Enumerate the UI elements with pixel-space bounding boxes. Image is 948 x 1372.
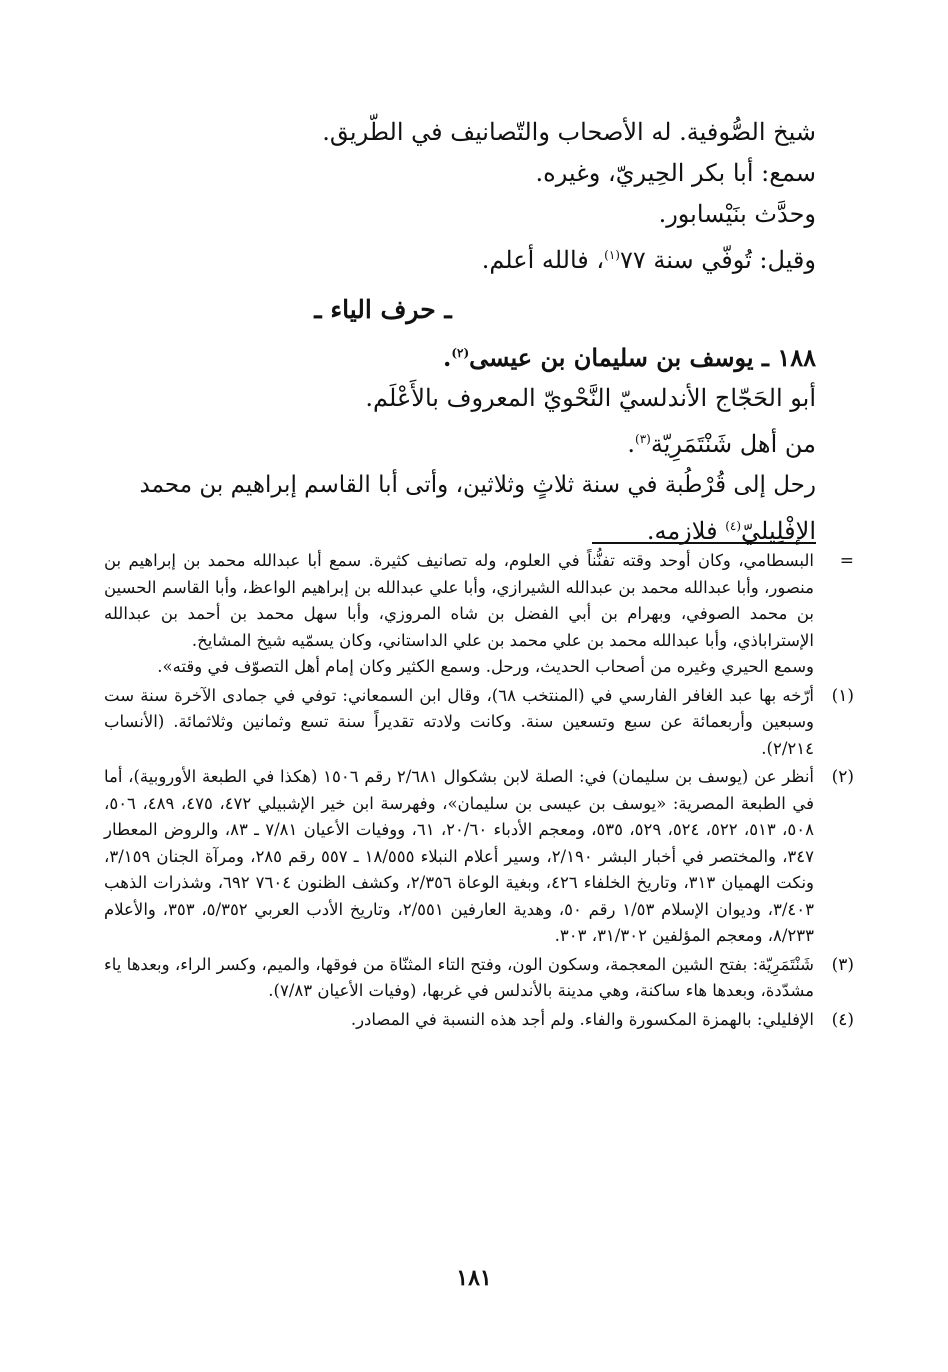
footnote-text: أرّخه بها عبد الغافر الفارسي في (المنتخب ٦٨)، وقال ابن السمعاني: توفي في جمادى الآخرة سنة ست وسبعين وأربعمائة عن سبع وتسعين سنة. وكانت ولادته تقديراً سنة تسع وثمانين وثلاثمائة. (الأنساب ٢/٢١٤).	[104, 685, 814, 758]
footnotes	[104, 548, 854, 1036]
main-line-2: سمع: أبا بكر الحِيريّ، وغيره.	[535, 159, 816, 187]
footnote-divider	[592, 542, 816, 544]
main-text	[100, 112, 816, 552]
entry-line-4	[100, 506, 816, 552]
main-line-4-tail: ، فالله أعلم.	[481, 246, 605, 274]
footnote-3	[104, 952, 854, 1005]
section-heading: ـ حرف الياء ـ	[314, 295, 452, 324]
footnote-mark: (١)	[831, 685, 854, 706]
footnote-ref-2: (٢)	[451, 346, 470, 360]
entry-heading	[100, 333, 816, 378]
footnote-text: شَنْتَمَرِيّة: بفتح الشين المعجمة، وسكون الون، وفتح التاء المثنّاة من فوقها، والميم، وكسر الراء، وبعدها ياء مشدّدة، وبعدها هاء ساكنة، وهي مدينة بالأندلس في غربها، (وفيات الأعيان ٧/٨٣).	[104, 954, 814, 1000]
footnote-2	[104, 764, 854, 950]
footnote-ref-1: (١)	[604, 248, 620, 262]
main-line-1: شيخ الصُّوفية. له الأصحاب والتّصانيف في الطّريق.	[322, 118, 816, 146]
footnote-continuation	[104, 548, 854, 681]
entry-line-2-tail: .	[627, 430, 636, 458]
footnote-ref-4: (٤)	[725, 519, 742, 533]
main-line-4	[100, 235, 816, 281]
footnote-4	[104, 1007, 854, 1034]
footnote-mark: (٤)	[831, 1009, 854, 1030]
footnote-ref-3: (٣)	[635, 432, 651, 446]
footnote-paragraph: البسطامي، وكان أوحد وقته تفنُّناً في العلوم، وله تصانيف كثيرة. سمع أبا عبدالله محمد بن إبراهيم بن منصور، وأبا عبدالله محمد بن عبدالله الشيرازي، وأبا علي عبدالله بن إبراهيم الواعظ، وأبا القاسم الحسين بن محمد الصوفي، وبهرام بن أبي الفضل بن شاه المروزي، وأبا سهل محمد بن أحمد بن عبدالله الإستراباذي، وأبا عبدالله محمد بن علي محمد بن علي الداستاني، وكان يسمّيه شيخ المشايخ.	[104, 551, 814, 650]
footnote-mark: (٣)	[831, 954, 854, 975]
entry-line-2-text: من أهل شَنْتَمَرِيّة	[650, 430, 816, 458]
footnote-paragraph: وسمع الحيري وغيره من أصحاب الحديث، ورحل. وسمع الكثير وكان إمام أهل التصوّف في وقته».	[157, 657, 814, 676]
page-number: ١٨١	[456, 1265, 492, 1291]
footnote-1	[104, 683, 854, 763]
footnote-text: أنظر عن (يوسف بن سليمان) في: الصلة لابن بشكوال ٢/٦٨١ رقم ١٥٠٦ (هكذا في الطبعة الأوروبية)، أما في الطبعة المصرية: «يوسف بن عيسى بن سليمان»، وفهرسة ابن خير الإشبيلي ٤٧٢، ٤٧٥، ٤٨٩، ٥٠٦، ٥٠٨، ٥١٣، ٥٢٢، ٥٢٤، ٥٢٩، ٥٣٥، ومعجم الأدباء ٢٠/٦٠، ٦١، ووفيات الأعيان ٧/٨١ ـ ٨٣، والروض المعطار ٣٤٧، والمختصر في أخبار البشر ٢/١٩٠، وسير أعلام النبلاء ١٨/٥٥٥ ـ ٥٥٧ رقم ٢٨٥، ومرآة الجنان ٣/١٥٩، ونكت الهميان ٣١٣، وتاريخ الخلفاء ٤٢٦، وبغية الوعاة ٢/٣٥٦، وكشف الظنون ٧٦٠٤ ٦٩٢، وشذرات الذهب ٣/٤٠٣، وديوان الإسلام ١/٥٣ رقم ٥٠، وهدية العارفين ٢/٥٥١، وتاريخ الأدب العربي ٥/٣٥٢، ٣٥٣، والأعلام ٨/٢٣٣، ومعجم المؤلفين ٣١/٣٠٢، ٣٠٣.	[104, 767, 815, 945]
entry-line-2	[100, 419, 816, 465]
main-line-3: وحدَّث بنَيْسابور.	[658, 200, 816, 228]
main-line-4-text: وقيل: تُوفّي سنة ٧٧	[619, 246, 816, 274]
footnote-text: الإفليلي: بالهمزة المكسورة والفاء. ولم أجد هذه النسبة في المصادر.	[350, 1009, 814, 1029]
footnote-mark: (٢)	[831, 767, 854, 787]
entry-line-4-text: الإفْلِيليّ	[741, 517, 816, 545]
entry-heading-tail: .	[442, 343, 452, 372]
entry-line-3: رحل إلى قُرْطُبة في سنة ثلاثٍ وثلاثين، وأتى أبا القاسم إبراهيم بن محمد	[139, 472, 816, 498]
footnote-text	[104, 548, 814, 681]
footnote-mark: =	[839, 551, 854, 571]
entry-line-4-tail: فلازمه.	[646, 517, 726, 545]
entry-line-1: أبو الحَجّاج الأندلسيّ النَّحْويّ المعروف بالأَعْلَم.	[365, 384, 816, 412]
entry-heading-text: ١٨٨ ـ يوسف بن سليمان بن عيسى	[469, 343, 816, 372]
